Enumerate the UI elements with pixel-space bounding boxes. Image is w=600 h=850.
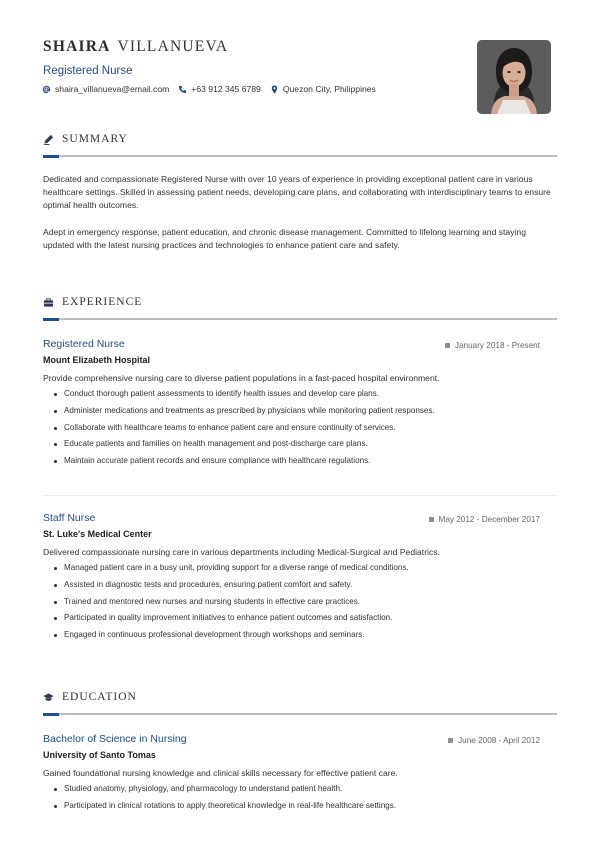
phone-icon: [178, 85, 187, 94]
job-title-1: Registered Nurse: [43, 338, 125, 350]
job-summary-1: Provide comprehensive nursing care to diverse patient populations in a fast-paced hospital environment.: [43, 373, 440, 383]
list-item: Educate patients and families on health management and post-discharge care plans.: [54, 436, 540, 453]
list-item: Managed patient care in a busy unit, providing support for a diverse range of medical conditions.: [54, 560, 540, 577]
summary-paragraph-1: Dedicated and compassionate Registered Nurse with over 10 years of experience in providing exceptional patient care in various healthcare settings. Skilled in assessing patient needs, developing care plans, and collaborating with interdisciplinary teams to ensure optimal health outcomes.: [43, 174, 551, 211]
summary-section: [43, 131, 557, 252]
job-title: Registered Nurse: [43, 65, 133, 77]
at-icon: [42, 85, 51, 94]
entry-divider: [43, 495, 557, 496]
list-item: Assisted in diagnostic tests and procedures, ensuring patient comfort and safety.: [54, 577, 540, 594]
contact-info: [42, 84, 385, 94]
location-pin-icon: [270, 85, 279, 94]
graduation-cap-icon: [43, 692, 54, 703]
list-item: Engaged in continuous professional development through workshops and seminars.: [54, 627, 540, 644]
education-bullets: [43, 781, 540, 815]
job-dates-2: May 2012 - December 2017: [429, 515, 541, 524]
portrait-image: [477, 40, 551, 114]
education-section: [43, 689, 557, 715]
summary-heading: SUMMARY: [62, 133, 128, 145]
location-item: [270, 84, 376, 94]
job-dates-1: January 2018 - Present: [445, 341, 540, 350]
list-item: Collaborate with healthcare teams to enhance patient care and ensure continuity of services.: [54, 420, 540, 437]
education-summary: Gained foundational nursing knowledge and clinical skills necessary for effective patient care.: [43, 768, 398, 778]
email-item[interactable]: [42, 84, 169, 94]
list-item: Trained and mentored new nurses and nursing students in effective care practices.: [54, 594, 540, 611]
first-name: SHAIRA: [43, 38, 111, 55]
location-text: Quezon City, Philippines: [282, 84, 376, 94]
employer-2: St. Luke's Medical Center: [43, 529, 152, 539]
experience-heading: EXPERIENCE: [62, 296, 143, 308]
list-item: Participated in quality improvement initiatives to enhance patient outcomes and satisfaction.: [54, 610, 540, 627]
education-heading: EDUCATION: [62, 691, 137, 703]
list-item: Studied anatomy, physiology, and pharmacology to understand patient health.: [54, 781, 540, 798]
job-summary-2: Delivered compassionate nursing care in various departments including Medical-Surgical and Pediatrics.: [43, 547, 440, 557]
job-bullets-2: [43, 560, 540, 644]
phone-text: +63 912 345 6789: [191, 84, 261, 94]
employer-1: Mount Elizabeth Hospital: [43, 355, 150, 365]
calendar-icon: [429, 517, 434, 522]
section-rule: [43, 155, 557, 157]
summary-paragraph-2: Adept in emergency response, patient education, and chronic disease management. Committed to lifelong learning and staying updated with the latest nursing practices and technologies to enhance patient care and safety.: [43, 226, 526, 250]
job-bullets-1: [43, 386, 540, 470]
job-entry: [43, 338, 540, 470]
degree-title: Bachelor of Science in Nursing: [43, 733, 187, 745]
list-item: Administer medications and treatments as prescribed by physicians while monitoring patient responses.: [54, 403, 540, 420]
calendar-icon: [448, 738, 453, 743]
education-entry: [43, 733, 540, 815]
phone-item[interactable]: [178, 84, 261, 94]
section-rule: [43, 318, 557, 320]
school-name: University of Santo Tomas: [43, 750, 156, 760]
pen-nib-icon: [43, 134, 54, 145]
last-name: VILLANUEVA: [117, 38, 229, 55]
briefcase-icon: [43, 297, 54, 308]
experience-section: [43, 294, 557, 320]
list-item: Participated in clinical rotations to apply theoretical knowledge in real-life healthcare settings.: [54, 798, 540, 815]
list-item: Maintain accurate patient records and ensure compliance with healthcare regulations.: [54, 453, 540, 470]
email-text: shaira_villanueva@email.com: [55, 84, 170, 94]
job-title-2: Staff Nurse: [43, 512, 96, 524]
education-dates: June 2008 - April 2012: [448, 736, 540, 745]
section-rule: [43, 713, 557, 715]
calendar-icon: [445, 343, 450, 348]
list-item: Conduct thorough patient assessments to identify health issues and develop care plans.: [54, 386, 540, 403]
candidate-name: [43, 38, 228, 56]
job-entry: [43, 512, 540, 644]
profile-photo: [477, 40, 551, 114]
